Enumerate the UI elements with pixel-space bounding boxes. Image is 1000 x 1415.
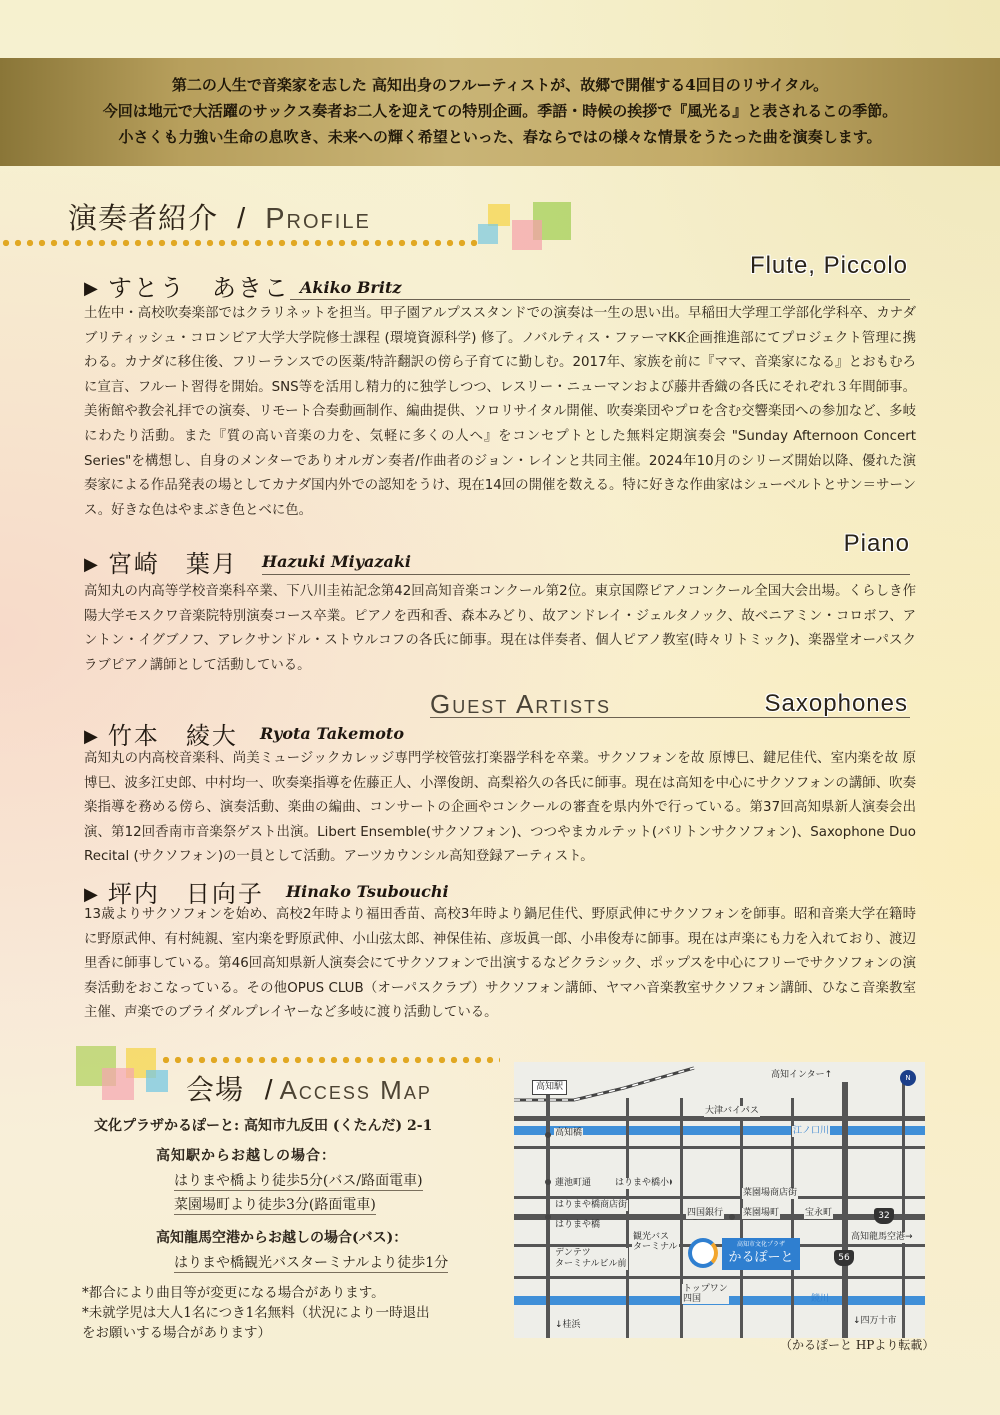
from-station-heading: 高知駅からお越しの場合： [156, 1148, 336, 1164]
map-label-shikoku-bank: 四国銀行 [687, 1208, 724, 1218]
notes [82, 1283, 507, 1343]
triangle-icon: ▶ [84, 278, 100, 299]
from-airport-heading: 高知龍馬空港からお越しの場合(バス)： [156, 1230, 408, 1246]
intro-line: 今回は地元で大活躍のサックス奏者お二人を迎えての特別企画。季語・時候の挨拶で『風光る』と表されるこの季節。 [102, 102, 898, 120]
map-label-kochibashi: 高知橋 [555, 1128, 583, 1138]
dotted-divider [0, 239, 480, 247]
decorative-squares [478, 196, 578, 258]
note-line: *未就学児は大人1名につき1名無料（状況により一時退出 [82, 1305, 430, 1321]
decorative-squares [76, 1046, 168, 1108]
map-label-saienba-shotengai: 菜園場商店街 [743, 1188, 798, 1198]
route-32-icon: 32 [874, 1208, 894, 1224]
performer-name: ▶ 宮崎 葉月 [84, 550, 238, 578]
note-line: をお願いする場合があります） [82, 1325, 271, 1341]
triangle-icon: ▶ [84, 884, 100, 905]
performer-romaji: Ryota Takemoto [260, 724, 404, 743]
performer-romaji: Hinako Tsubouchi [286, 882, 449, 901]
intro-banner [0, 58, 1000, 166]
triangle-icon: ▶ [84, 554, 100, 575]
performer-bio: 高知丸の内高等学校音楽科卒業、下八川圭祐記念第42回高知音楽コンクール第2位。東京国際ピアノコンクール全国大会出場。くらしき作陽大学モスクワ音楽院特別演奏コース卒業。ピアノを西和香、森本みどり、故アンドレイ・ジェルタノック、故ベニアミン・コロボフ、アントン・イグブノフ、アレクサンドル・ストウルコフの各氏に師事。現在は伴奏者、個人ピアノ教室(時々リトミック)、楽器堂オーパスクラブピアノ講師として活動している。 [84, 584, 916, 673]
performer-romaji: Hazuki Miyazaki [262, 552, 412, 571]
map-label-hasuike: 蓮池町通 [555, 1178, 592, 1188]
access-title-ja: 会場 [186, 1074, 245, 1105]
route-airport-1: はりまや橋観光バスターミナルより徒歩1分 [174, 1255, 449, 1271]
note-line: *都合により曲目等が変更になる場合があります。 [82, 1285, 385, 1301]
tram-stop-marker [729, 1214, 735, 1220]
map-label-dentetsu: デンテツ ターミナルビル前 [555, 1248, 627, 1269]
performer-name: ▶ すとう あきこ [84, 274, 290, 302]
triangle-icon: ▶ [84, 726, 100, 747]
access-title-en: Access Map [279, 1075, 432, 1105]
map-label-enokuchi: 江ノ口川 [793, 1126, 830, 1136]
road [514, 1146, 925, 1149]
map-label-otsu-bypass: 大津バイパス [705, 1106, 759, 1116]
venue-logo-icon [688, 1238, 718, 1268]
map-label-harimayabashi: はりまや橋 [555, 1220, 601, 1230]
tram-stop-marker [545, 1132, 551, 1138]
instrument-label: Flute, Piccolo [749, 252, 908, 279]
road [514, 1196, 925, 1199]
road [514, 1244, 925, 1247]
venue-address: 文化プラザかるぽーと: 高知市九反田 (くたんだ) 2-1 [94, 1118, 433, 1134]
performer-name: ▶ 竹本 綾大 [84, 722, 238, 750]
route-56-icon: 56 [834, 1250, 854, 1266]
name-underline [290, 299, 910, 300]
map-label-harimaya-shotengai: はりまや橋商店街 [555, 1200, 628, 1210]
map-label-kagami: 鏡川 [811, 1294, 830, 1304]
profile-title-separator: / [237, 203, 247, 235]
access-heading [186, 1068, 432, 1108]
access-title-separator: / [264, 1074, 274, 1105]
map-credit: （かるぽーと HPより転載） [780, 1338, 935, 1352]
map-label-saienbacho: 菜園場町 [743, 1208, 780, 1218]
route-station-1: はりまや橋より徒歩5分(バス/路面電車) [174, 1173, 423, 1189]
profile-title-ja: 演奏者紹介 [68, 203, 219, 235]
instrument-label: Saxophones [764, 690, 908, 717]
map-label-airport: 高知龍馬空港→ [851, 1232, 913, 1242]
map-label-bus-terminal: 観光バス ターミナル [633, 1232, 678, 1252]
map-label-topwan: トップワン 四国 [683, 1284, 728, 1304]
map-label-shimanto: ↓四万十市 [853, 1316, 897, 1326]
map-label-katsurahama: ↓桂浜 [555, 1320, 581, 1330]
performer-bio: 13歳よりサクソフォンを始め、高校2年時より福田香苗、高校3年時より鍋尼佳代、野原武伸にサクソフォンを師事。昭和音楽大学在籍時に野原武伸、有村純親、室内楽を野原武伸、小山弦太郎、神保佳祐、彦坂眞一郎、小串俊寿に師事。現在は声楽にも力を入れており、渡辺里香に師事している。第46回高知県新人演奏会にてサクソフォンで出演するなどクラシック、ポップスを中心にフリーでサクソフォンの演奏活動をおこなっている。その他OPUS CLUB（オーパスクラブ）サクソフォン講師、ヤマハ音楽教室サクソフォン講師、ひなこ音楽教室主催、声楽でのブライダルプレイヤーなど多岐に渡り活動している。 [84, 907, 916, 1021]
tram-stop-marker [545, 1179, 551, 1185]
intro-line: 小さくも力強い生命の息吹き、未来への輝く希望といった、春ならではの様々な情景をうたった曲を演奏します。 [118, 128, 882, 146]
map-label-kochi-ic: 高知インター↑ [771, 1070, 833, 1080]
guest-artists-label: Guest Artists [430, 689, 612, 719]
road [514, 1276, 925, 1279]
performer-bio: 高知丸の内高校音楽科、尚美ミュージックカレッジ専門学校管弦打楽器学科を卒業。サクソフォンを故 原博巳、鍵尼佳代、室内楽を故 原博巳、波多江史郎、中村均一、吹奏楽指導を佐藤正人、小澤俊朗、高梨裕久の各氏に師事。現在は高知を中心にサクソフォンの講師、吹奏楽指導を務める傍ら、演奏活動、楽曲の編曲、コンサートの企画やコンクールの審査を県内外で行っている。第37回高知県新人演奏会出演、第12回香南市音楽祭ゲスト出演。Libert Ensemble(サクソフォン)、つつやまカルテット(バリトンサクソフォン)、Saxophone Duo Recital (サクソフォン)の一員として活動。アーツカウンシル高知登録アーティスト。 [84, 751, 916, 865]
performer-romaji: Akiko Britz [300, 278, 402, 297]
map-label-houeicho: 宝永町 [805, 1208, 833, 1218]
venue-marker: 高知市文化プラザ かるぽーと [722, 1238, 800, 1270]
performer-bio: 土佐中・高校吹奏楽部ではクラリネットを担当。甲子園アルプススタンドでの演奏は一生の思い出。早稲田大学理工学部化学科卒、カナダ ブリティッシュ・コロンビア大学大学院修士課程 (環境資源科学) 修了。ノバルティス・ファーマKK企画推進部にてプロジェクト管理に携わる。カナダに移住後、フリーランスでの医薬/特許翻訳の傍ら子育てに勤しむ。2017年、家族を前に『ママ、音楽家になる』とおもむろに宣言、フルート習得を開始。SNS等を活用し精力的に独学しつつ、レスリー・ニューマンおよび藤井香織の各氏にそれぞれ３年間師事。美術館や教会礼拝での演奏、リモート合奏動画制作、編曲提供、ソロリサイタル開催、吹奏楽団やプロを含む交響楽団への参加など、多岐にわたり活動。また『質の高い音楽の力を、気軽に多くの人へ』をコンセプトとした無料定期演奏会 "Sunday Afternoon Concert Series"を構想し、自身のメンターでありオルガン奏者/作曲者のジョン・レインと共同主催。2024年10月のシリーズ開始以降、優れた演奏家による作品発表の場としてカナダ国内外での認知をうけ、現在14回の開催を数える。特に好きな作曲家はシューベルトとサン＝サーンス。好きな色はやまぶき色とベに色。 [84, 306, 916, 518]
profile-title-en: Profile [265, 203, 371, 235]
name-underline [262, 574, 910, 575]
north-icon: N [900, 1070, 916, 1086]
map-label-kochi-station: 高知駅 [532, 1080, 567, 1095]
tram-stop-marker [545, 1214, 551, 1220]
access-map [514, 1062, 925, 1338]
instrument-label: Piano [843, 530, 910, 557]
route-station-2: 菜園場町より徒歩3分(路面電車) [174, 1197, 376, 1213]
intro-line: 第二の人生で音楽家を志した 高知出身のフルーティストが、故郷で開催する4回目のリサイタル。 [171, 76, 829, 94]
performer-name: ▶ 坪内 日向子 [84, 880, 264, 908]
map-label-harimaya-school: はりまや橋小 [615, 1178, 670, 1188]
profile-heading [68, 196, 371, 237]
dotted-divider [160, 1056, 500, 1064]
